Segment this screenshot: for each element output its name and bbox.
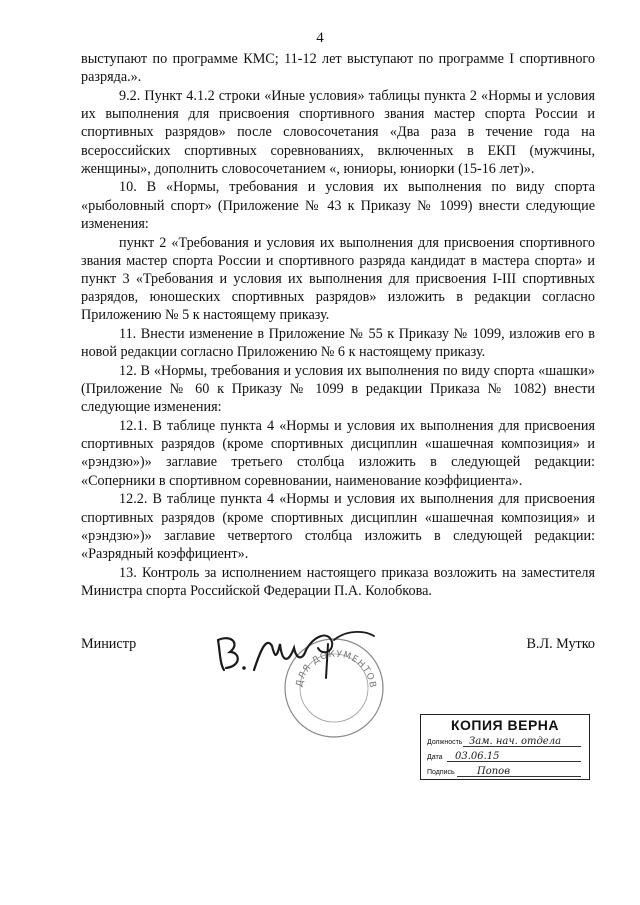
paragraph-10: 10. В «Нормы, требования и условия их выполнения по виду спорта «рыболовный спорт» (Приложение № 43 к Приказу № 1099) внести следующие изменения: [81,179,595,232]
paragraph-10-points: пункт 2 «Требования и условия их выполнения для присвоения спортивного звания мастер спорта России и спортивного разряда кандидат в мастера спорта» и пункт 3 «Требования и условия их выполнения для присвоения I-III спортивных разрядов, юношеских спортивных разрядов» изложить в редакции согласно Приложению № 5 к настоящему приказу. [81,234,595,324]
document-body [81,50,595,601]
stamp-date-row [421,748,589,763]
signer-position: Министр [81,636,137,652]
stamp-signature-line [457,776,581,777]
stamp-position-label: Должность [427,739,463,746]
page-number: 4 [316,30,324,46]
stamp-signature-value: Попов [477,766,511,777]
paragraph-12: 12. В «Нормы, требования и условия их выполнения по виду спорта «шашки» (Приложение № 60 к Приказу № 1099 в редакции Приказа № 1082) внести следующие изменения: [81,362,595,416]
stamp-position-value: Зам. нач. отдела [469,736,562,747]
stamp-date-value: 03.06.15 [455,751,500,762]
stamp-signature-label: Подпись [427,769,455,776]
stamp-title: КОПИЯ ВЕРНА [450,717,560,733]
paragraph-9-2: 9.2. Пункт 4.1.2 строки «Иные условия» таблицы пункта 2 «Нормы и условия их выполнения для присвоения спортивного звания мастер спорта России и спортивных разрядов» после словосочетания «Два раза в течение года на всероссийских спортивных соревнованиях, включенных в ЕКП (мужчины, женщины», дополнить словосочетанием «, юниоры, юниорки (15-16 лет)». [81,87,595,177]
signature-row [81,636,595,656]
stamp-date-label: Дата [427,754,443,761]
paragraph-11: 11. Внести изменение в Приложение № 55 к Приказу № 1099, изложив его в новой редакции согласно Приложению № 6 к настоящему приказу. [81,326,595,361]
stamp-position-row [421,733,589,748]
paragraph-12-2: 12.2. В таблице пункта 4 «Нормы и условия их выполнения для присвоения спортивных разрядов (кроме спортивных дисциплин «шашечная композиция» и «рэндзю»)» заглавие четвертого столбца изложить в следующей редакции: «Разрядный коэффициент». [81,491,595,562]
stamp-signature-row [421,763,589,778]
paragraph-13: 13. Контроль за исполнением настоящего приказа возложить на заместителя Министра спорта Российской Федерации П.А. Колобкова. [81,564,595,599]
paragraph-12-1: 12.1. В таблице пункта 4 «Нормы и условия их выполнения для присвоения спортивных разрядов (кроме спортивных дисциплин «шашечная композиция» и «рэндзю»)» заглавие третьего столбца изложить в следующей редакции: «Соперники в спортивном соревновании, наименование коэффициента». [81,418,595,489]
svg-text:ДЛЯ ДОКУМЕНТОВ: ДЛЯ ДОКУМЕНТОВ [294,649,378,690]
paragraph-continuation: выступают по программе КМС; 11-12 лет выступают по программе I спортивного разряда.». [81,51,595,86]
signer-name: В.Л. Мутко [526,636,595,652]
copy-certified-stamp [420,714,590,780]
